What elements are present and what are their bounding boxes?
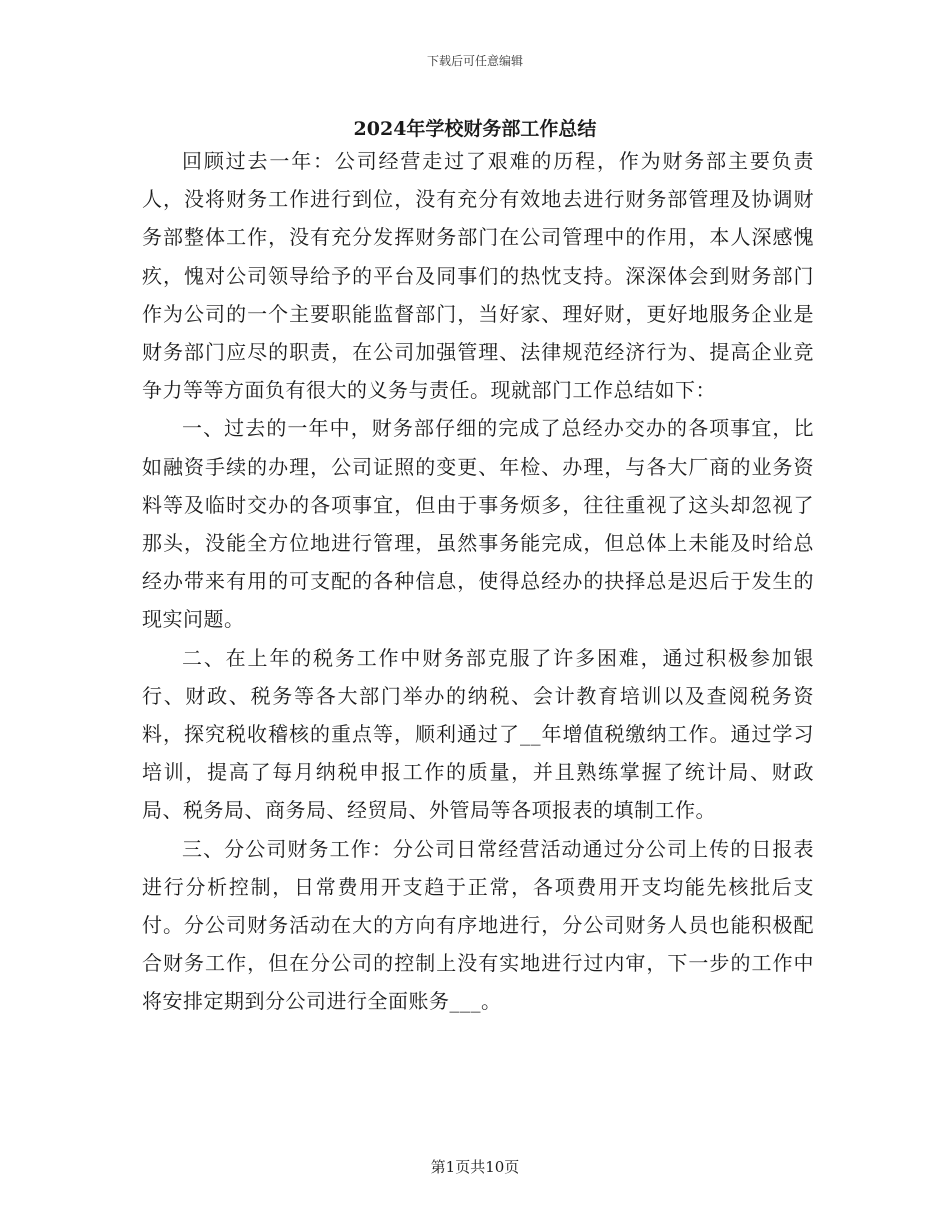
page-header-note: 下载后可任意编辑 — [426, 54, 523, 68]
paragraph-section-1: 一、过去的一年中，财务部仔细的完成了总经办交办的各项事宜，比如融资手续的办理，公司证照的变更、年检、办理，与各大厂商的业务资料等及临时交办的各项事宜，但由于事务烦多，往往重视了这头却忽视了那头，没能全方位地进行管理，虽然事务能完成，但总体上未能及时给总经办带来有用的可支配的各种信息，使得总经办的抉择总是迟后于发生的现实问题。 — [142, 416, 814, 632]
page-number-footer: 第1页共10页 — [430, 1158, 520, 1176]
document-body — [142, 142, 814, 1021]
document-title: 2024年学校财务部工作总结 — [353, 118, 597, 140]
paragraph-section-2: 二、在上年的税务工作中财务部克服了许多困难，通过积极参加银行、财政、税务等各大部门举办的纳税、会计教育培训以及查阅税务资料，探究税收稽核的重点等，顺利通过了__年增值税缴纳工作。通过学习培训，提高了每月纳税申报工作的质量，并且熟练掌握了统计局、财政局、税务局、商务局、经贸局、外管局等各项报表的填制工作。 — [142, 645, 814, 823]
paragraph-intro: 回顾过去一年：公司经营走过了艰难的历程，作为财务部主要负责人，没将财务工作进行到位，没有充分有效地去进行财务部管理及协调财务部整体工作，没有充分发挥财务部门在公司管理中的作用，本人深感愧疚，愧对公司领导给予的平台及同事们的热忱支持。深深体会到财务部门作为公司的一个主要职能监督部门，当好家、理好财，更好地服务企业是财务部门应尽的职责，在公司加强管理、法律规范经济行为、提高企业竞争力等等方面负有很大的义务与责任。现就部门工作总结如下： — [142, 149, 814, 403]
paragraph-section-3: 三、分公司财务工作：分公司日常经营活动通过分公司上传的日报表进行分析控制，日常费用开支趋于正常，各项费用开支均能先核批后支付。分公司财务活动在大的方向有序地进行，分公司财务人员也能积极配合财务工作，但在分公司的控制上没有实地进行过内审，下一步的工作中将安排定期到分公司进行全面账务___。 — [142, 836, 814, 1014]
